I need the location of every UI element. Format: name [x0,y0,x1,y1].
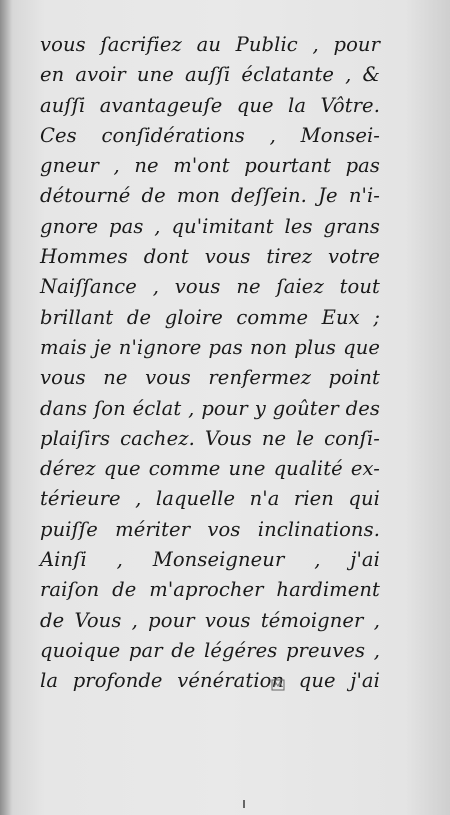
text-line: en avoir une auſſi éclatante , & [40,63,380,87]
text-line: puiſſe mériter vos inclinations. [40,517,380,541]
text-line: brillant de gloire comme Eux ; [40,305,380,329]
text-line: détourné de mon deſſein. Je n'i- [40,184,380,208]
text-line: vous ſacrifiez au Public , pour [40,33,380,56]
page-edge-mark [243,800,245,808]
text-line: Ces conſidérations , Monsei- [40,123,380,147]
text-line: raiſon de m'aprocher hardiment [40,578,380,602]
text-line: térieure , laquelle n'a rien qui [40,487,380,511]
gutter-shadow [0,0,12,815]
text-line: la profonde vénération que j'ai [40,669,380,693]
text-line: dans ſon éclat , pour y goûter des [40,396,380,420]
text-line: Ainſi , Monseigneur , j'ai [40,548,380,572]
text-line: Hommes dont vous tirez votre [40,245,380,269]
body-text [40,30,380,697]
text-line: gnore pas , qu'imitant les grans [40,214,380,238]
text-line: Naiſſance , vous ne ſaiez tout [40,275,380,299]
text-line: auſſi avantageuſe que la Vôtre. [40,93,380,117]
text-line: gneur , ne m'ont pourtant pas [40,154,380,178]
text-line: plaiſirs cachez. Vous ne le conſi- [40,426,380,450]
text-line: vous ne vous renfermez point [40,366,380,390]
text-line: mais je n'ignore pas non plus que [40,335,380,359]
text-line: de Vous , pour vous témoigner , [40,608,380,632]
ornament-icon [270,678,286,692]
text-line: quoique par de légéres preuves , [40,638,380,662]
text-line: dérez que comme une qualité ex- [40,457,380,481]
